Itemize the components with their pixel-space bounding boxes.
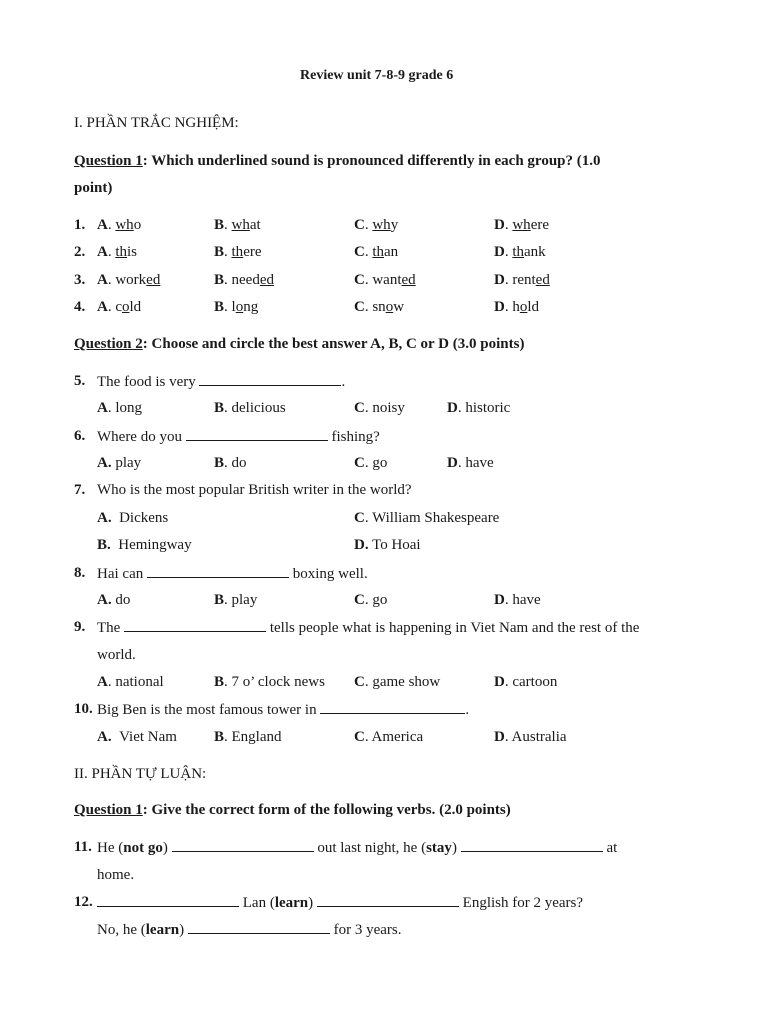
option-b[interactable]: B. long bbox=[214, 299, 259, 315]
question-number: 2. bbox=[74, 244, 86, 260]
option-c[interactable]: C. game show bbox=[354, 674, 441, 690]
option-a[interactable]: A. Dickens bbox=[97, 510, 169, 526]
question-number: 1. bbox=[74, 217, 86, 233]
question-stem: Big Ben is the most famous tower in . bbox=[97, 702, 470, 718]
option-c[interactable]: C. noisy bbox=[354, 400, 405, 416]
answer-blank[interactable] bbox=[320, 700, 465, 714]
question-stem: Who is the most popular British writer in the world? bbox=[97, 482, 412, 498]
answer-blank[interactable] bbox=[172, 838, 314, 852]
question-number: 8. bbox=[74, 565, 86, 581]
answer-blank[interactable] bbox=[188, 920, 330, 934]
option-c[interactable]: C. America bbox=[354, 729, 424, 745]
question-number: 10. bbox=[74, 701, 93, 717]
section-heading-multiple-choice: I. PHẦN TRẮC NGHIỆM: bbox=[74, 115, 239, 131]
question-number: 11. bbox=[74, 839, 92, 855]
option-c[interactable]: C. go bbox=[354, 592, 388, 608]
question-label: Question 1 bbox=[74, 153, 143, 169]
question-text: Choose and circle the best answer A, B, C or D (3.0 points) bbox=[151, 336, 525, 352]
underlined-sound: ed bbox=[146, 272, 161, 288]
option-d[interactable]: D. hold bbox=[494, 299, 540, 315]
underlined-sound: ed bbox=[535, 272, 550, 288]
question-stem: Lan (learn) English for 2 years? bbox=[97, 893, 583, 912]
option-b[interactable]: B. needed bbox=[214, 272, 275, 288]
answer-blank[interactable] bbox=[97, 893, 239, 907]
question-stem: The food is very . bbox=[97, 374, 346, 390]
option-a[interactable]: A. long bbox=[97, 400, 143, 416]
underlined-sound: th bbox=[115, 244, 128, 260]
option-a[interactable]: A. national bbox=[97, 674, 164, 690]
option-a[interactable]: A. cold bbox=[97, 299, 142, 315]
option-d[interactable]: D. Australia bbox=[494, 729, 567, 745]
question-stem: He (not go) out last night, he (stay) at bbox=[97, 840, 618, 856]
option-b[interactable]: B. there bbox=[214, 244, 262, 260]
option-b[interactable]: B. 7 o’ clock news bbox=[214, 674, 325, 690]
question-stem-cont: No, he (learn) for 3 years. bbox=[97, 922, 402, 938]
question-stem: The tells people what is happening in Viet Nam and the rest of the bbox=[97, 620, 640, 636]
question-number: 3. bbox=[74, 272, 86, 288]
underlined-sound: o bbox=[519, 299, 528, 315]
question-stem: Where do you fishing? bbox=[97, 429, 380, 445]
answer-blank[interactable] bbox=[461, 838, 603, 852]
option-d[interactable]: D. cartoon bbox=[494, 674, 558, 690]
question-2-heading: Question 2: Choose and circle the best answer A, B, C or D (3.0 points) bbox=[74, 336, 525, 352]
option-a[interactable]: A. play bbox=[97, 455, 142, 471]
underlined-sound: ed bbox=[259, 272, 275, 288]
option-b[interactable]: B. Hemingway bbox=[97, 537, 192, 553]
option-b[interactable]: B. England bbox=[214, 729, 282, 745]
question-text: Give the correct form of the following verbs. (2.0 points) bbox=[151, 802, 511, 818]
underlined-sound: wh bbox=[372, 217, 391, 233]
option-b[interactable]: B. delicious bbox=[214, 400, 286, 416]
written-question-1-heading: Question 1: Give the correct form of the following verbs. (2.0 points) bbox=[74, 802, 511, 818]
answer-blank[interactable] bbox=[199, 372, 341, 386]
underlined-sound: o bbox=[235, 299, 244, 315]
option-a[interactable]: A. worked bbox=[97, 272, 161, 288]
underlined-sound: wh bbox=[512, 217, 531, 233]
question-number: 12. bbox=[74, 894, 93, 910]
question-stem: Hai can boxing well. bbox=[97, 566, 368, 582]
underlined-sound: th bbox=[512, 244, 525, 260]
underlined-sound: wh bbox=[115, 217, 134, 233]
underlined-sound: o bbox=[122, 299, 130, 315]
question-number: 7. bbox=[74, 482, 86, 498]
underlined-sound: th bbox=[231, 244, 244, 260]
question-label: Question 1 bbox=[74, 802, 143, 818]
option-a[interactable]: A. who bbox=[97, 217, 142, 233]
option-d[interactable]: D. have bbox=[494, 592, 541, 608]
option-d[interactable]: D. rented bbox=[494, 272, 550, 288]
answer-blank[interactable] bbox=[317, 893, 459, 907]
option-d[interactable]: D. historic bbox=[447, 400, 511, 416]
option-c[interactable]: C. snow bbox=[354, 299, 405, 315]
question-number: 6. bbox=[74, 428, 86, 444]
question-number: 9. bbox=[74, 619, 86, 635]
option-d[interactable]: D. have bbox=[447, 455, 494, 471]
underlined-sound: o bbox=[385, 299, 394, 315]
option-b[interactable]: B. play bbox=[214, 592, 258, 608]
option-a[interactable]: A. this bbox=[97, 244, 138, 260]
section-heading-written: II. PHẦN TỰ LUẬN: bbox=[74, 766, 207, 782]
underlined-sound: wh bbox=[231, 217, 250, 233]
question-1-heading: Question 1: Which underlined sound is pronounced differently in each group? (1.0 bbox=[74, 153, 601, 169]
option-c[interactable]: C. why bbox=[354, 217, 399, 233]
underlined-sound: th bbox=[372, 244, 385, 260]
option-c[interactable]: C. wanted bbox=[354, 272, 416, 288]
answer-blank[interactable] bbox=[186, 427, 328, 441]
option-a[interactable]: A. Viet Nam bbox=[97, 729, 177, 745]
question-number: 5. bbox=[74, 373, 86, 389]
option-c[interactable]: C. than bbox=[354, 244, 399, 260]
option-d[interactable]: D. where bbox=[494, 217, 549, 233]
question-stem-cont: home. bbox=[97, 867, 135, 883]
question-text: Which underlined sound is pronounced differently in each group? (1.0 bbox=[151, 153, 601, 169]
question-stem-cont: world. bbox=[97, 647, 136, 663]
page-title: Review unit 7-8-9 grade 6 bbox=[300, 68, 454, 83]
question-label: Question 2 bbox=[74, 336, 143, 352]
question-1-heading-cont: point) bbox=[74, 180, 113, 196]
answer-blank[interactable] bbox=[124, 618, 266, 632]
option-c[interactable]: C. go bbox=[354, 455, 388, 471]
answer-blank[interactable] bbox=[147, 564, 289, 578]
option-a[interactable]: A. do bbox=[97, 592, 131, 608]
option-b[interactable]: B. do bbox=[214, 455, 247, 471]
option-d[interactable]: D. thank bbox=[494, 244, 546, 260]
option-c[interactable]: C. William Shakespeare bbox=[354, 510, 500, 526]
option-d[interactable]: D. To Hoai bbox=[354, 537, 421, 553]
option-b[interactable]: B. what bbox=[214, 217, 261, 233]
underlined-sound: ed bbox=[401, 272, 416, 288]
question-number: 4. bbox=[74, 299, 86, 315]
